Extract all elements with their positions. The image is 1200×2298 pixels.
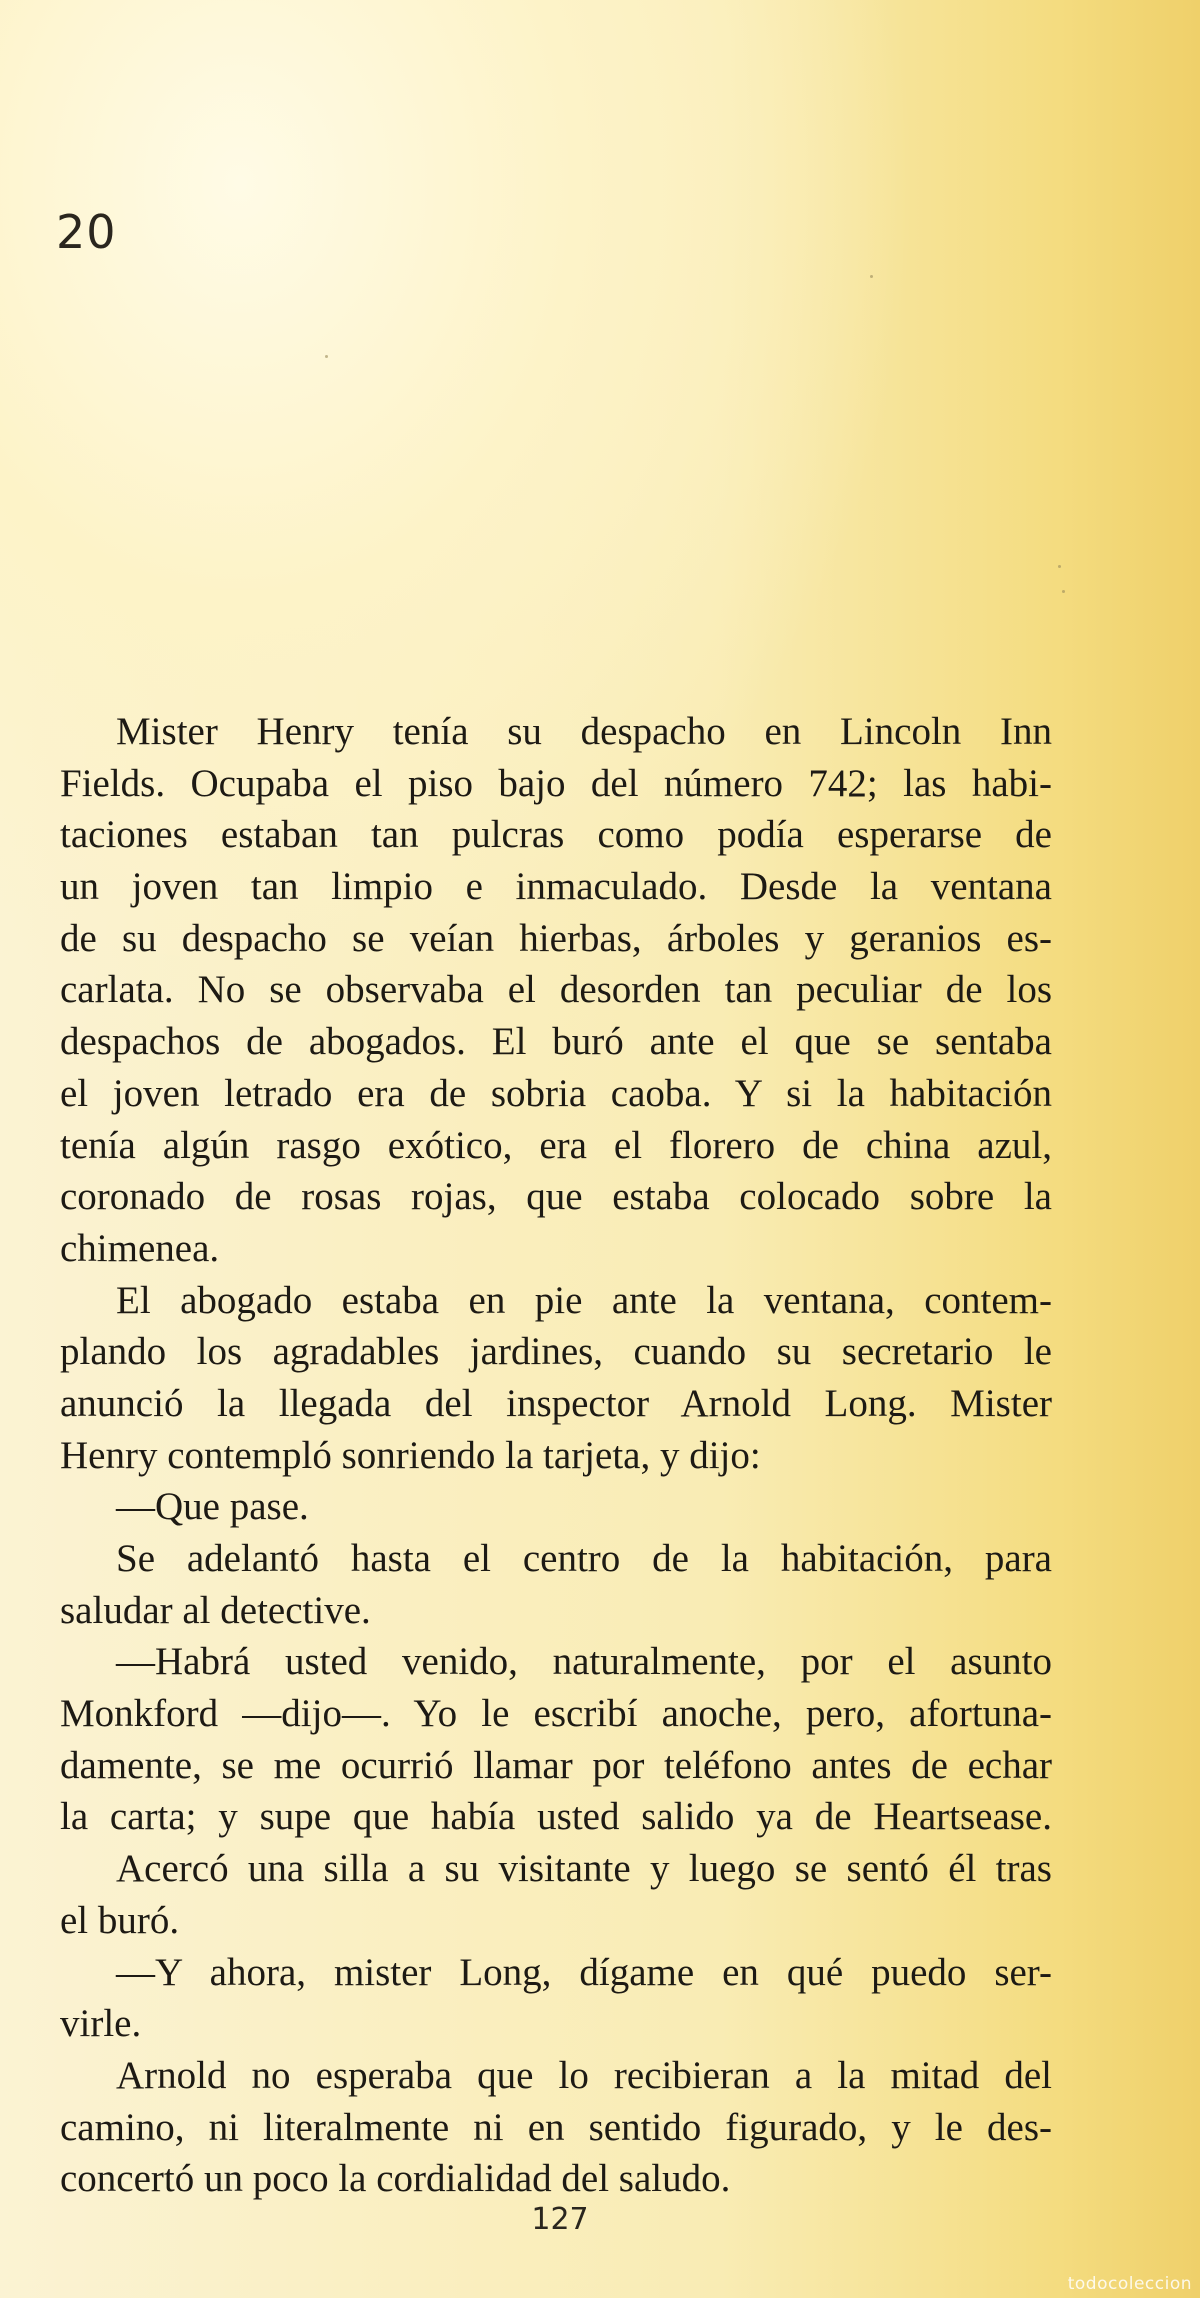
text-line: tenía algún rasgo exótico, era el florero de china azul, (60, 1123, 1052, 1167)
text-line: coronado de rosas rojas, que estaba colocado sobre la (60, 1175, 1052, 1219)
text-line: —Que pase. (116, 1485, 309, 1529)
text-line: un joven tan limpio e inmaculado. Desde la ventana (60, 865, 1052, 909)
body-text (60, 706, 1052, 2205)
chapter-number: 20 (56, 205, 117, 259)
watermark-text: todocoleccion (1067, 2274, 1192, 2294)
paper-speck (325, 355, 328, 358)
text-line: anunció la llegada del inspector Arnold Long. Mister (60, 1381, 1052, 1425)
text-line: Mister Henry tenía su despacho en Lincoln Inn (116, 710, 1052, 753)
text-line: concertó un poco la cordialidad del saludo. (60, 2157, 731, 2201)
text-line: saludar al detective. (60, 1588, 371, 1632)
text-line: Se adelantó hasta el centro de la habitación, para (116, 1537, 1052, 1580)
text-line: la carta; y supe que había usted salido ya de Heartsease. (60, 1795, 1052, 1839)
text-line: Fields. Ocupaba el piso bajo del número 742; las habi- (60, 761, 1052, 805)
page-number: 127 (531, 2202, 589, 2237)
text-line: Arnold no esperaba que lo recibieran a la mitad del (116, 2053, 1052, 2097)
text-line: damente, se me ocurrió llamar por teléfono antes de echar (60, 1743, 1052, 1787)
paper-speck (870, 275, 873, 278)
text-line: camino, ni literalmente ni en sentido figurado, y le des- (60, 2105, 1052, 2149)
text-line: plando los agradables jardines, cuando su secretario le (60, 1330, 1052, 1374)
text-line: despachos de abogados. El buró ante el que se sentaba (60, 1020, 1052, 1064)
text-line: Acercó una silla a su visitante y luego se sentó él tras (116, 1847, 1052, 1891)
text-line: Henry contempló sonriendo la tarjeta, y dijo: (60, 1433, 761, 1477)
text-line: el buró. (60, 1898, 180, 1942)
text-line: carlata. No se observaba el desorden tan peculiar de los (60, 968, 1052, 1012)
text-line: El abogado estaba en pie ante la ventana, contem- (116, 1278, 1052, 1322)
text-line: —Habrá usted venido, naturalmente, por el asunto (116, 1640, 1052, 1684)
text-line: Monkford —dijo—. Yo le escribí anoche, pero, afortuna- (60, 1692, 1052, 1736)
text-line: chimenea. (60, 1226, 220, 1270)
text-line: —Y ahora, mister Long, dígame en qué puedo ser- (116, 1950, 1052, 1994)
text-line: de su despacho se veían hierbas, árboles y geranios es- (60, 916, 1052, 960)
paper-speck (1062, 590, 1065, 593)
text-line: virle. (60, 2002, 142, 2046)
text-line: el joven letrado era de sobria caoba. Y si la habitación (60, 1071, 1052, 1115)
paper-speck (1058, 565, 1061, 568)
text-line: taciones estaban tan pulcras como podía esperarse de (60, 813, 1052, 857)
